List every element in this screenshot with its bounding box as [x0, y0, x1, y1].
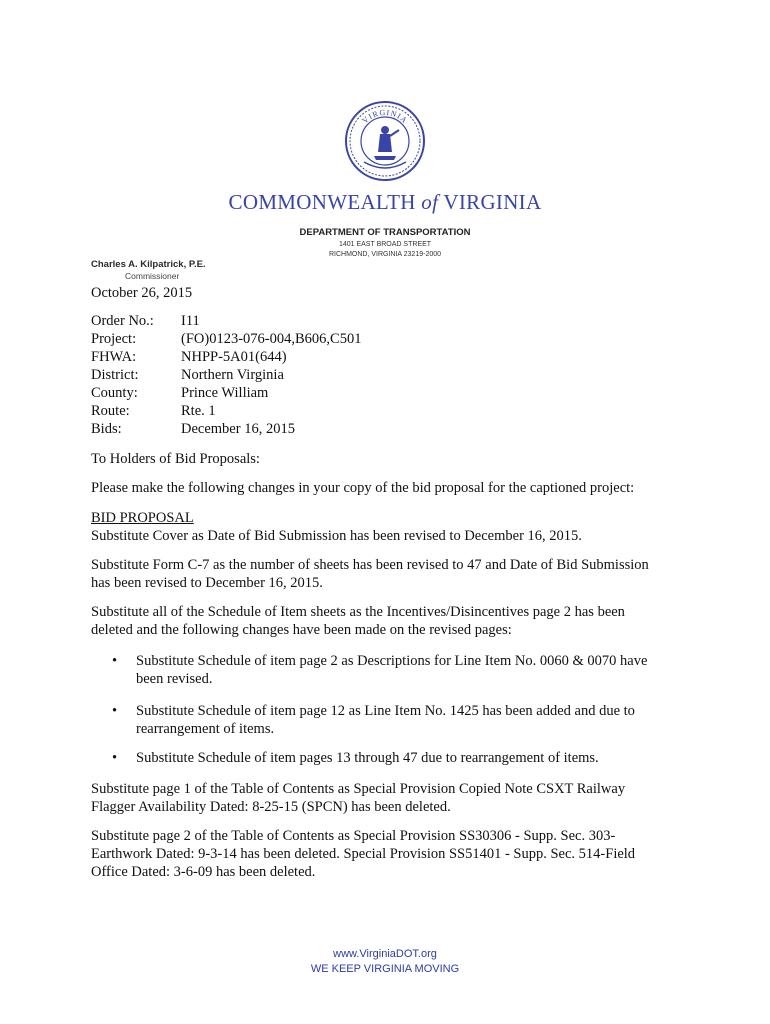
paragraph-cover: Substitute Cover as Date of Bid Submission has been revised to December 16, 2015.	[91, 528, 582, 544]
paragraph-form-c7	[91, 556, 691, 592]
paragraph-schedule	[91, 603, 691, 639]
bullet-line: Substitute Schedule of item pages 13 through 47 due to rearrangement of items.	[136, 750, 599, 766]
salutation: To Holders of Bid Proposals:	[91, 451, 260, 467]
paragraph-line: Flagger Availability Dated: 8-25-15 (SPCN) has been deleted.	[91, 799, 451, 815]
paragraph-line: Substitute Form C-7 as the number of sheets has been revised to 47 and Date of Bid Submission	[91, 557, 649, 573]
virginia-seal-icon	[344, 100, 426, 182]
bullet-item	[112, 702, 692, 738]
bullet-item	[112, 749, 692, 767]
bullet-line: Substitute Schedule of item page 2 as Descriptions for Line Item No. 0060 & 0070 have	[136, 653, 648, 669]
detail-value: I11	[181, 313, 200, 329]
commissioner-name: Charles A. Kilpatrick, P.E.	[91, 259, 206, 270]
paragraph-line: Office Dated: 3-6-09 has been deleted.	[91, 864, 316, 880]
paragraph-line: Substitute page 2 of the Table of Contents as Special Provision SS30306 - Supp. Sec. 303-	[91, 828, 616, 844]
order-detail-row	[91, 348, 361, 366]
detail-label: District:	[91, 367, 139, 383]
department-name: DEPARTMENT OF TRANSPORTATION	[299, 227, 471, 238]
order-detail-row	[91, 384, 361, 402]
detail-label: Route:	[91, 403, 130, 419]
detail-value: December 16, 2015	[181, 421, 295, 437]
masthead-title: COMMONWEALTH of VIRGINIA	[228, 190, 542, 214]
detail-label: FHWA:	[91, 349, 137, 365]
intro-paragraph: Please make the following changes in your copy of the bid proposal for the captioned project:	[91, 480, 635, 496]
bullet-icon: •	[112, 703, 118, 719]
paragraph-toc-page1	[91, 780, 691, 816]
bullet-line: rearrangement of items.	[136, 721, 275, 737]
detail-label: Bids:	[91, 421, 122, 437]
address-line-2: RICHMOND, VIRGINIA 23219-2000	[328, 251, 442, 258]
address-line-1: 1401 EAST BROAD STREET	[338, 241, 432, 248]
order-detail-row	[91, 312, 361, 330]
detail-label: Order No.:	[91, 313, 154, 329]
seal-text: VIRGINIA	[360, 107, 410, 126]
bullet-line: Substitute Schedule of item page 12 as Line Item No. 1425 has been added and due to	[136, 703, 635, 719]
bid-proposal-section	[91, 509, 691, 545]
letter-date: October 26, 2015	[91, 285, 193, 301]
paragraph-line: Earthwork Dated: 9-3-14 has been deleted. Special Provision SS51401 - Supp. Sec. 514-Field	[91, 846, 636, 862]
order-detail-row	[91, 402, 361, 420]
order-detail-row	[91, 366, 361, 384]
paragraph-line: deleted and the following changes have been made on the revised pages:	[91, 622, 512, 638]
footer-slogan: WE KEEP VIRGINIA MOVING	[310, 963, 460, 975]
paragraph-line: Substitute all of the Schedule of Item sheets as the Incentives/Disincentives page 2 has been	[91, 604, 625, 620]
paragraph-line: has been revised to December 16, 2015.	[91, 575, 323, 591]
order-detail-row	[91, 330, 361, 348]
paragraph-line: Substitute page 1 of the Table of Contents as Special Provision Copied Note CSXT Railway	[91, 781, 626, 797]
detail-value: Prince William	[181, 385, 269, 401]
paragraph-toc-page2	[91, 827, 691, 881]
bullet-icon: •	[112, 653, 118, 669]
detail-value: NHPP-5A01(644)	[181, 349, 287, 365]
detail-label: County:	[91, 385, 138, 401]
footer-website-link[interactable]: www.VirginiaDOT.org	[333, 948, 437, 960]
detail-value: Rte. 1	[181, 403, 216, 419]
detail-value: Northern Virginia	[181, 367, 284, 383]
order-detail-row	[91, 420, 361, 438]
section-heading: BID PROPOSAL	[91, 510, 194, 526]
detail-label: Project:	[91, 331, 137, 347]
detail-value: (FO)0123-076-004,B606,C501	[181, 331, 362, 347]
bullet-item	[112, 652, 692, 688]
bullet-line: been revised.	[136, 671, 213, 687]
order-details	[91, 312, 361, 438]
bullet-icon: •	[112, 750, 118, 766]
commissioner-title: Commissioner	[125, 271, 180, 281]
